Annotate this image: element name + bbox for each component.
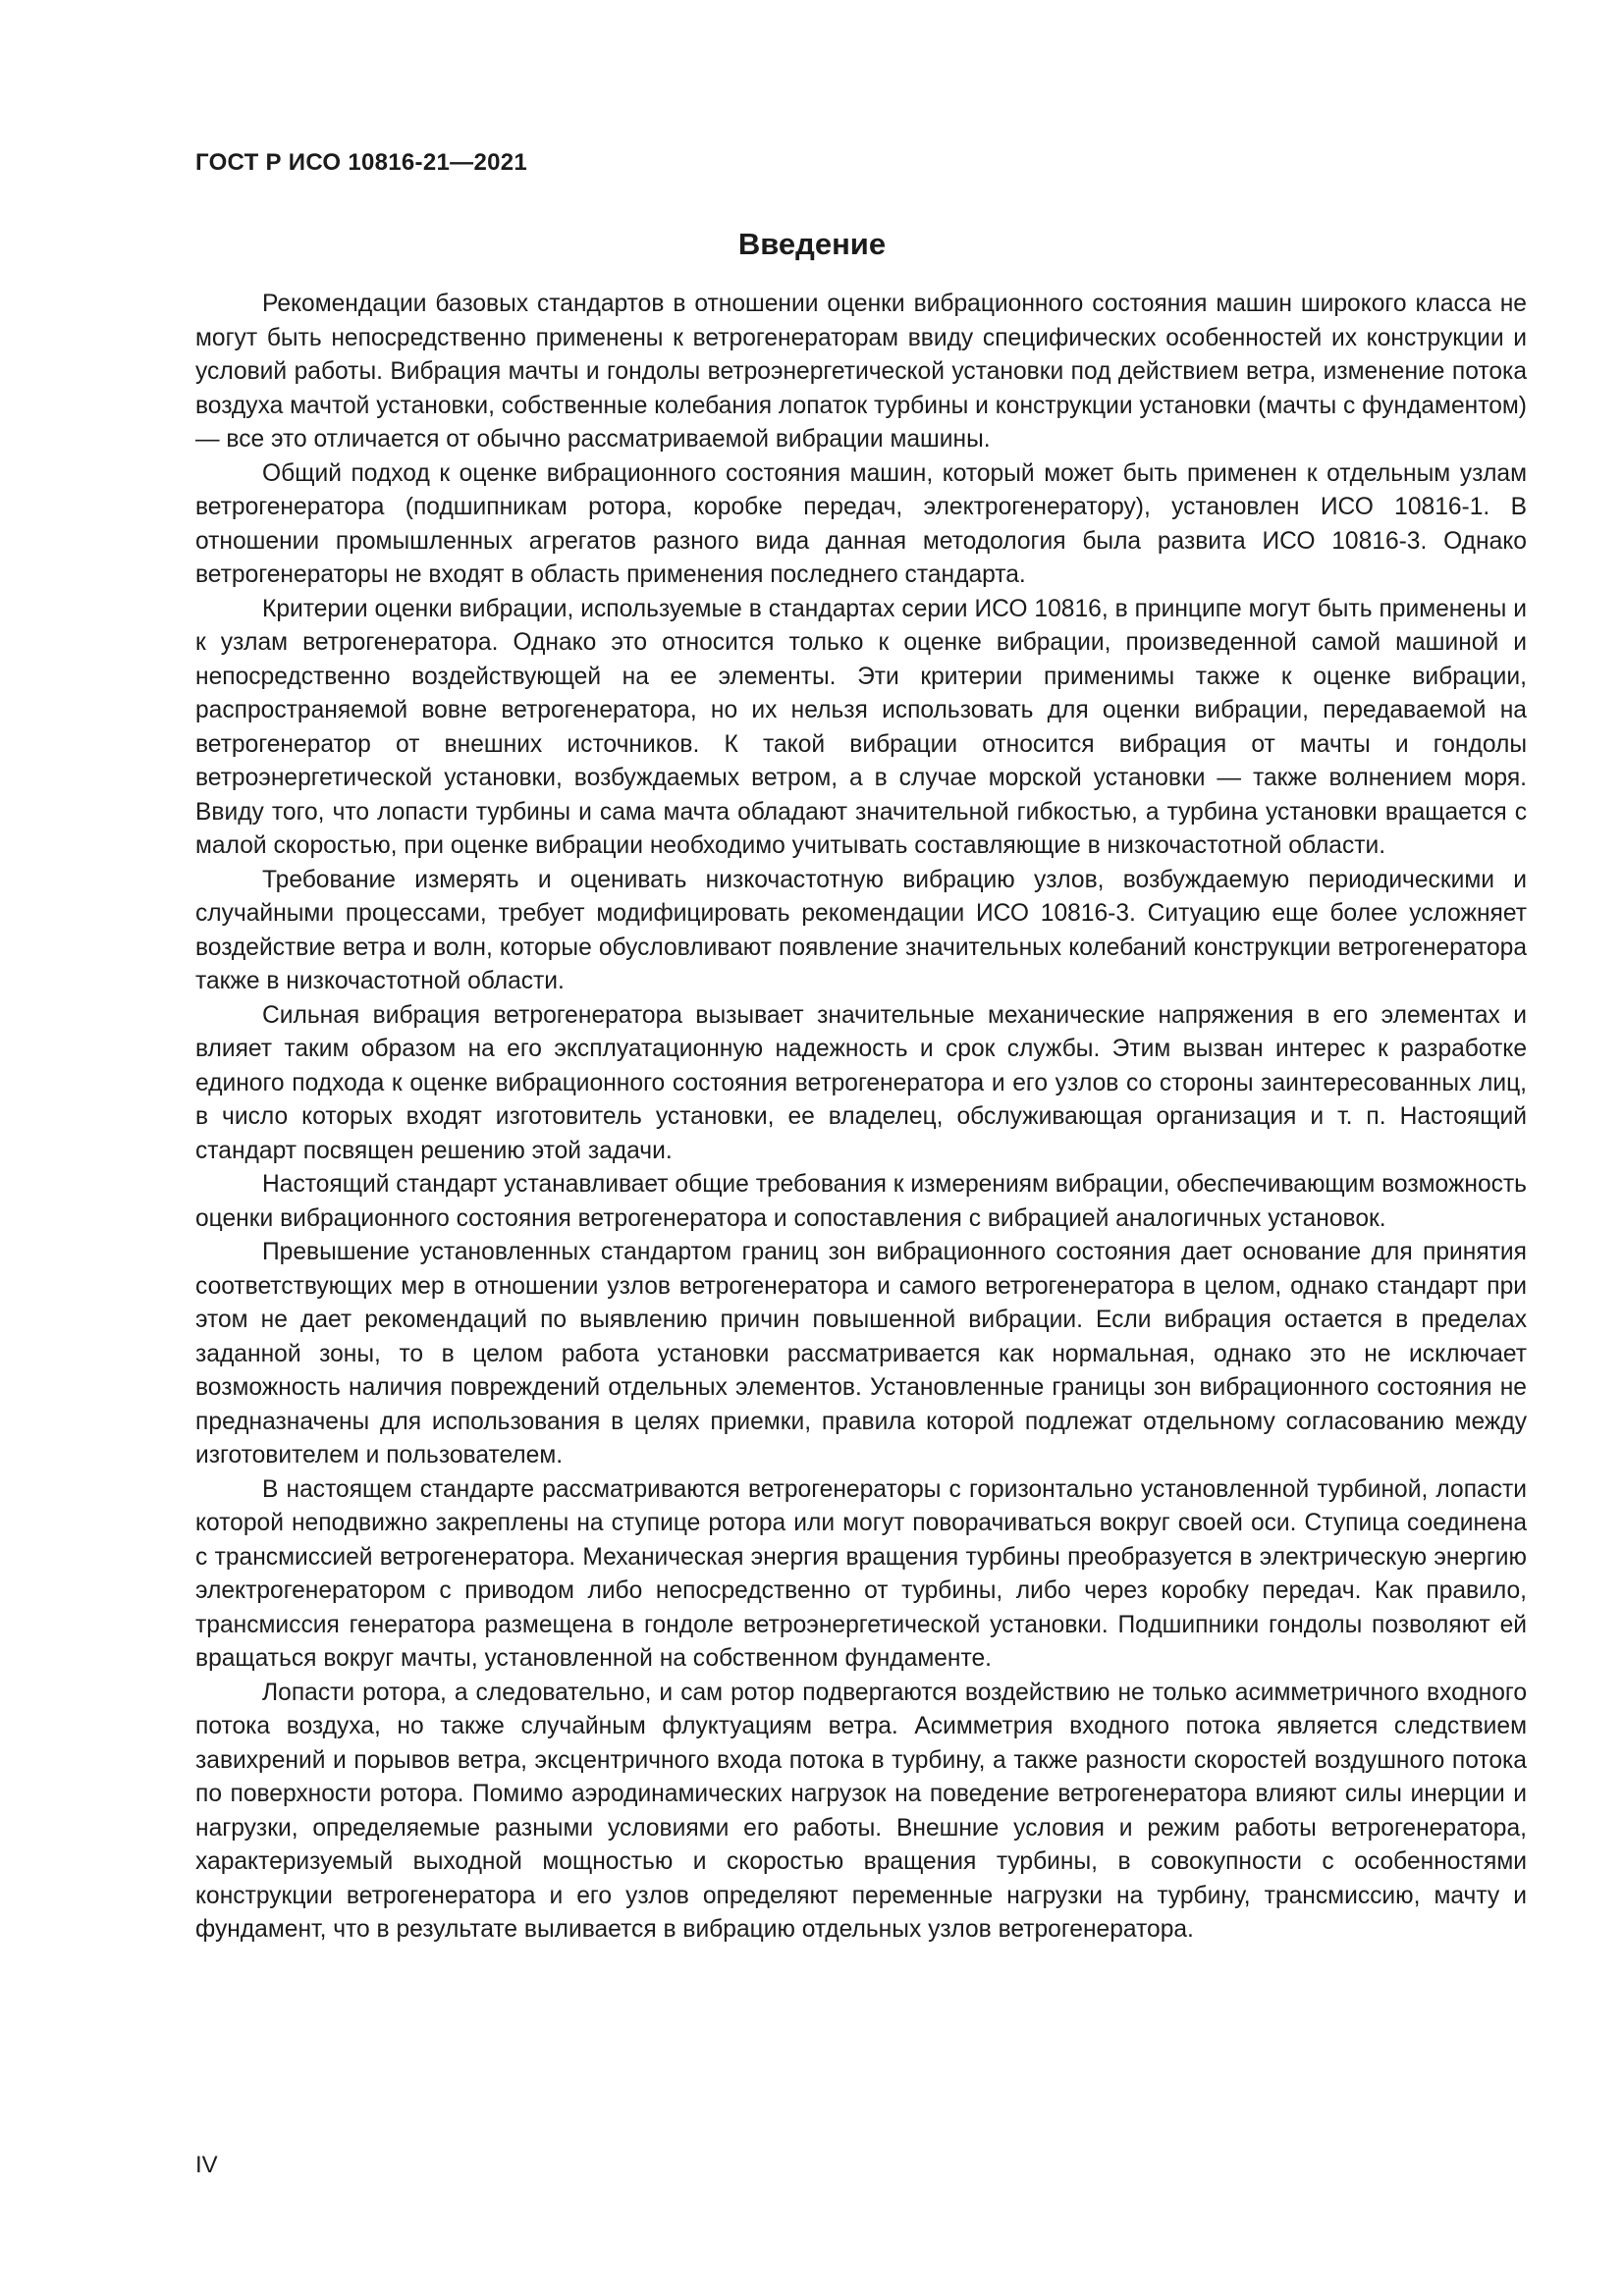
- document-standard-id: ГОСТ Р ИСО 10816-21—2021: [195, 149, 528, 176]
- paragraph: Сильная вибрация ветрогенератора вызывает значительные механические напряжения в его элементах и влияет таким образом на его эксплуатационную надежность и срок службы. Этим вызван интерес к разработке единого подхода к оценке вибрационного состояния ветрогенератора и его узлов со стороны заинтересованных лиц, в число которых входят изготовитель установки, ее владелец, обслуживающая организация и т. п. Настоящий стандарт посвящен решению этой задачи.: [195, 1001, 1527, 1164]
- paragraph: Требование измерять и оценивать низкочастотную вибрацию узлов, возбуждаемую периодическими и случайными процессами, требует модифицировать рекомендации ИСО 10816-3. Ситуацию еще более усложняет воздействие ветра и волн, которые обусловливают появление значительных колебаний конструкции ветрогенератора также в низкочастотной области.: [195, 866, 1527, 994]
- paragraph: Настоящий стандарт устанавливает общие требования к измерениям вибрации, обеспечивающим возможность оценки вибрационного состояния ветрогенератора и сопоставления с вибрацией аналогичных установок.: [195, 1171, 1527, 1232]
- page-number: IV: [195, 2152, 218, 2178]
- section-title: Введение: [737, 227, 887, 261]
- paragraph: Общий подход к оценке вибрационного состояния машин, который может быть применен к отдельным узлам ветрогенератора (подшипникам ротора, коробке передач, электрогенератору), установлен ИСО 10816-1. В отношении промышленных агрегатов разного вида данная методология была развита ИСО 10816-3. Однако ветрогенераторы не входят в область применения последнего стандарта.: [195, 459, 1527, 588]
- paragraph: Превышение установленных стандартом границ зон вибрационного состояния дает основание для принятия соответствующих мер в отношении узлов ветрогенератора и самого ветрогенератора в целом, однако стандарт при этом не дает рекомендаций по выявлению причин повышенной вибрации. Если вибрация остается в пределах заданной зоны, то в целом работа установки рассматривается как нормальная, однако это не исключает возможность наличия повреждений отдельных элементов. Установленные границы зон вибрационного состояния не предназначены для использования в целях приемки, правила которой подлежат отдельному согласованию между изготовителем и пользователем.: [195, 1239, 1527, 1468]
- paragraph: Критерии оценки вибрации, используемые в стандартах серии ИСО 10816, в принципе могут быть применены и к узлам ветрогенератора. Однако это относится только к оценке вибрации, произведенной самой машиной и непосредственно воздействующей на ее элементы. Эти критерии применимы также к оценке вибрации, распространяемой вовне ветрогенератора, но их нельзя использовать для оценки вибрации, передаваемой на ветрогенератор от внешних источников. К такой вибрации относится вибрация от мачты и гондолы ветроэнергетической установки, возбуждаемых ветром, а в случае морской установки — также волнением моря. Ввиду того, что лопасти турбины и сама мачта обладают значительной гибкостью, а турбина установки вращается с малой скоростью, при оценке вибрации необходимо учитывать составляющие в низкочастотной области.: [195, 595, 1527, 859]
- paragraph: Лопасти ротора, а следовательно, и сам ротор подвергаются воздействию не только асимметричного входного потока воздуха, но также случайным флуктуациям ветра. Асимметрия входного потока является следствием завихрений и порывов ветра, эксцентричного входа потока в турбину, а также разности скоростей воздушного потока по поверхности ротора. Помимо аэродинамических нагрузок на поведение ветрогенератора влияют силы инерции и нагрузки, определяемые разными условиями его работы. Внешние условия и режим работы ветрогенератора, характеризуемый выходной мощностью и скоростью вращения турбины, в совокупности с особенностями конструкции ветрогенератора и его узлов определяют переменные нагрузки на турбину, трансмиссию, мачту и фундамент, что в результате выливается в вибрацию отдельных узлов ветрогенератора.: [195, 1679, 1527, 1943]
- paragraph: В настоящем стандарте рассматриваются ветрогенераторы с горизонтально установленной турбиной, лопасти которой неподвижно закреплены на ступице ротора или могут поворачиваться вокруг своей оси. Ступица соединена с трансмиссией ветрогенератора. Механическая энергия вращения турбины преобразуется в электрическую энергию электрогенератором с приводом либо непосредственно от турбины, либо через коробку передач. Как правило, трансмиссия генератора размещена в гондоле ветроэнергетической установки. Подшипники гондолы позволяют ей вращаться вокруг мачты, установленной на собственном фундаменте.: [195, 1475, 1527, 1672]
- paragraph: Рекомендации базовых стандартов в отношении оценки вибрационного состояния машин широкого класса не могут быть непосредственно применены к ветрогенераторам ввиду специфических особенностей их конструкции и условий работы. Вибрация мачты и гондолы ветроэнергетической установки под действием ветра, изменение потока воздуха мачтой установки, собственные колебания лопаток турбины и конструкции установки (мачты с фундаментом) — все это отличается от обычно рассматриваемой вибрации машины.: [195, 291, 1527, 453]
- document-body: [195, 288, 1527, 1948]
